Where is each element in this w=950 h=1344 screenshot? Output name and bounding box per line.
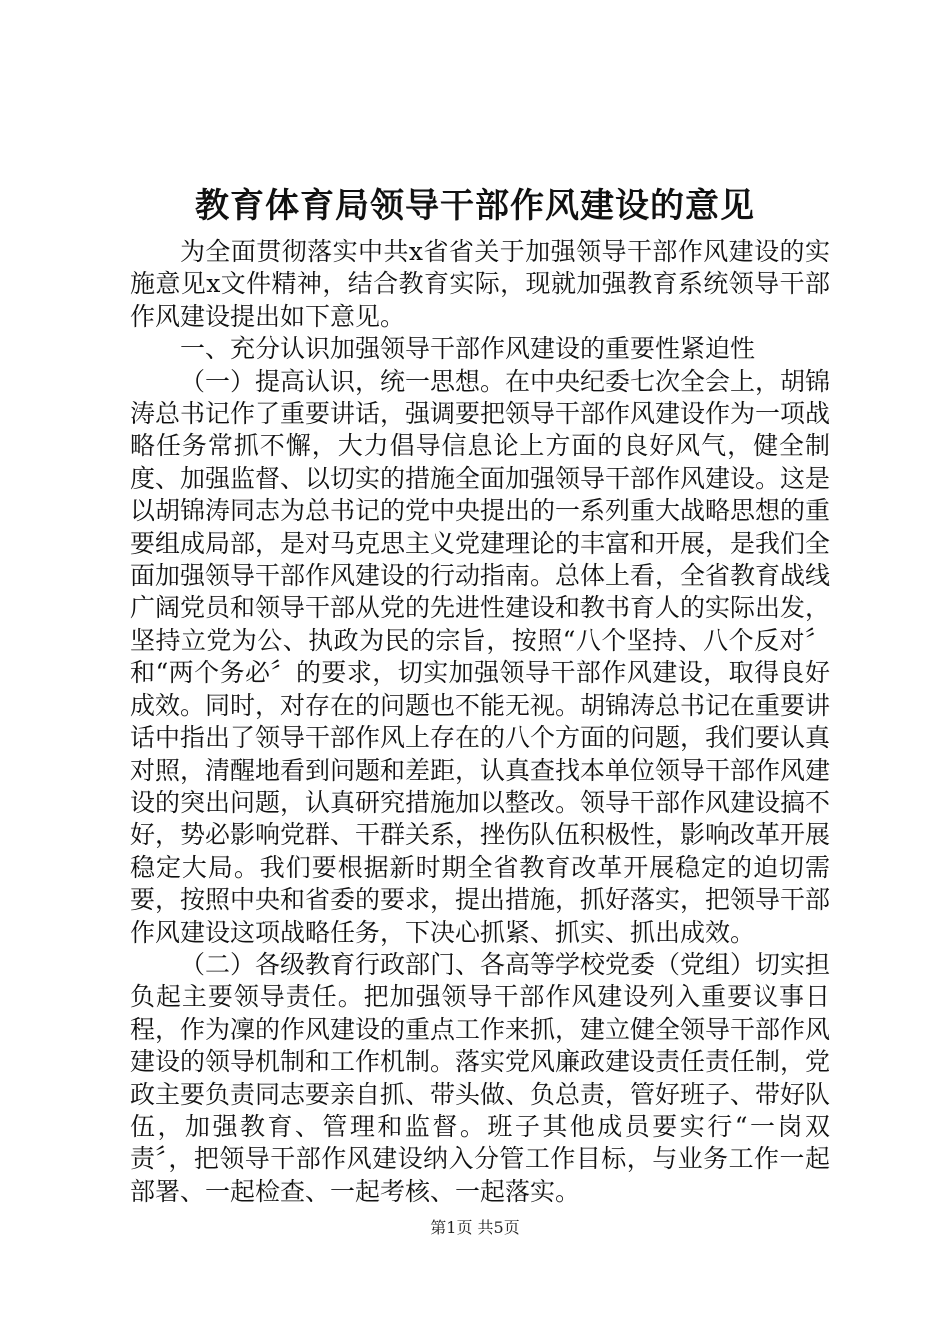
section-heading: 一、充分认识加强领导干部作风建设的重要性紧迫性	[180, 334, 756, 364]
page-number-footer: 第1页 共5页	[430, 1218, 520, 1237]
document-body	[130, 236, 830, 1208]
intro-paragraph: 为全面贯彻落实中共x省省关于加强领导干部作风建设的实施意见x文件精神，结合教育实际，现就加强教育系统领导干部作风建设提出如下意见。	[130, 237, 830, 331]
document-title: 教育体育局领导干部作风建设的意见	[195, 186, 755, 226]
body-paragraph: （二）各级教育行政部门、各高等学校党委（党组）切实担负起主要领导责任。把加强领导干部作风建设列入重要议事日程，作为凜的作风建设的重点工作来抓，建立健全领导干部作风建设的领导机制和工作机制。落实党风廉政建设责任责任制，党政主要负责同志要亲自抓、带头做、负总责，管好班子、带好队伍，加强教育、管理和监督。班子其他成员要实行“一岗双责〞，把领导干部作风建设纳入分管工作目标，与业务工作一起部署、一起检查、一起考核、一起落实。	[130, 949, 831, 1206]
body-paragraph: （一）提高认识，统一思想。在中央纪委七次全会上，胡锦涛总书记作了重要讲话，强调要把领导干部作风建设作为一项战略任务常抓不懈，大力倡导信息论上方面的良好风气，健全制度、加强监督、以切实的措施全面加强领导干部作风建设。这是以胡锦涛同志为总书记的党中央提出的一系列重大战略思想的重要组成局部，是对马克思主义党建理论的丰富和开展，是我们全面加强领导干部作风建设的行动指南。总体上看，全省教育战线广阔党员和领导干部从党的先进性建设和教书育人的实际出发，坚持立党为公、执政为民的宗旨，按照“八个坚持、八个反对〞和“两个务必〞的要求，切实加强领导干部作风建设，取得良好成效。同时，对存在的问题也不能无视。胡锦涛总书记在重要讲话中指出了领导干部作风上存在的八个方面的问题，我们要认真对照，清醒地看到问题和差距，认真查找本单位领导干部作风建设的突出问题，认真研究措施加以整改。领导干部作风建设搞不好，势必影响党群、干群关系，挫伤队伍积极性，影响改革开展稳定大局。我们要根据新时期全省教育改革开展稳定的迫切需要，按照中央和省委的要求，提出措施，抓好落实，把领导干部作风建设这项战略任务，下决心抓紧、抓实、抓出成效。	[130, 366, 831, 947]
